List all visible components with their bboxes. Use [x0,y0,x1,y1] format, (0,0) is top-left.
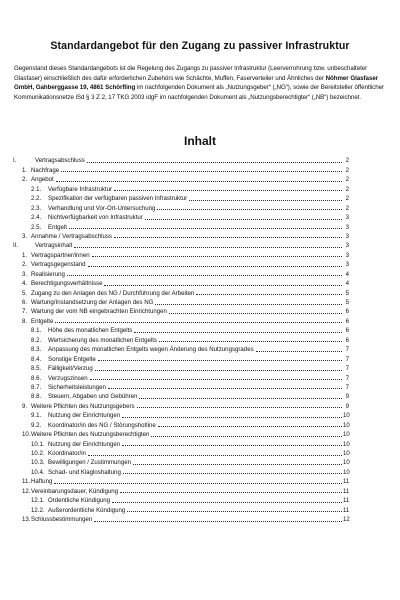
toc-title: Inhalt [184,134,216,148]
toc-leader-dots [61,171,342,172]
toc-leader-dots [69,228,342,229]
toc-entry-label: Nutzung der Einrichtungen [48,440,121,448]
toc-leader-dots [54,483,342,484]
toc-entry-page: 11 [343,506,350,514]
toc-entry-label: Wartung der vom NB eingebrachten Einrichtungen [31,308,167,316]
toc-entry-page: 2 [345,176,349,184]
toc-leader-dots [120,492,342,493]
toc-entry-number: 8.4. [31,355,42,363]
toc-entry-page: 7 [345,355,349,363]
toc-entry-page: 10 [343,468,350,476]
toc-entry-label: Entgelte [31,317,54,325]
toc-entry-number: 2.5. [31,223,42,231]
toc-entry-label: Angebot [31,176,54,184]
toc-entry-label: Höhe des monatlichen Entgelts [48,327,133,335]
toc-entry-page: 12 [343,516,350,524]
toc-entry-number: 8.6. [31,374,42,382]
toc-entry-page: 10 [343,431,350,439]
toc-entry[interactable] [13,466,349,475]
toc-entry-number: 2. [22,176,28,184]
toc-entry-label: Zugang zu den Anlagen des NG / Durchführung der Arbeiten [31,289,195,297]
toc-entry-label: Ordentliche Kündigung [48,497,110,505]
toc-entry[interactable] [13,363,349,372]
toc-entry-number: 9.1. [31,412,42,420]
toc-entry-page: 11 [343,487,350,495]
toc-entry[interactable] [13,268,349,277]
toc-entry-page: 3 [345,251,349,259]
toc-entry-number: 2. [22,261,28,269]
toc-entry-number: 8.5. [31,365,42,373]
toc-entry-number: I. [13,157,17,165]
toc-entry-number: 1. [22,251,28,259]
toc-entry-number: 12. [22,487,31,495]
toc-entry-page: 3 [345,214,349,222]
toc-leader-dots [90,379,342,380]
toc-leader-dots [92,256,342,257]
toc-leader-dots [123,473,342,474]
toc-entry-page: 6 [345,317,349,325]
toc-entry-number: 2.4. [31,214,42,222]
toc-entry[interactable] [13,202,349,211]
toc-entry[interactable] [13,382,349,391]
toc-entry-page: 7 [345,383,349,391]
toc-entry[interactable] [13,287,349,296]
toc-entry-label: Anpassung des monatlichen Entgelts wegen Änderung des Nutzungsgrades [48,346,254,354]
toc-entry-label: Weitere Pflichten des Nutzungsberechtigten [31,431,150,439]
intro-text-part1: Gegenstand dieses Standardangebots ist die Regelung des Zugangs zu passiver Infrastruktur (Leerverrohrung bzw. unbeschalteter Glasfaser) einschließlich des dafür erforderlichen Zubehörs wie Schächte, Muffen, Faserverteiler und Ähnliches der [14,65,368,82]
toc-entry[interactable] [13,249,349,258]
toc-entry[interactable] [13,344,349,353]
toc-entry-label: Weitere Pflichten des Nutzungsgebers [31,402,135,410]
toc-entry-page: 10 [343,421,350,429]
toc-entry[interactable] [13,155,349,164]
toc-entry-page: 11 [343,478,350,486]
toc-entry-number: 8.7. [31,383,42,391]
toc-leader-dots [108,388,342,389]
toc-entry[interactable] [13,315,349,324]
toc-entry[interactable] [13,429,349,438]
toc-leader-dots [196,294,342,295]
toc-leader-dots [56,181,342,182]
toc-leader-dots [122,417,342,418]
toc-entry-page: 10 [343,450,350,457]
toc-entry[interactable] [13,457,349,466]
toc-entry-page: 3 [345,242,349,250]
toc-leader-dots [145,219,342,220]
toc-entry-number: 11. [22,478,31,486]
toc-entry-label: Nachfrage [31,166,60,174]
toc-entry-page: 11 [343,497,350,505]
toc-entry-page: 3 [345,232,349,240]
toc-entry[interactable] [13,448,349,457]
toc-leader-dots [55,322,342,323]
toc-entry-number: 13. [22,516,31,524]
toc-entry-number: 2.1. [31,185,42,193]
toc-entry-number: 8.3. [31,346,42,354]
toc-entry-number: 8.8. [31,393,42,401]
toc-entry-label: Schad- und Klagloshaltung [48,468,121,476]
toc-entry-label: Koordinator/in [48,450,86,457]
toc-leader-dots [98,360,342,361]
toc-entry-number: 3. [22,232,28,240]
toc-entry-number: 6. [22,299,28,306]
toc-entry-page: 2 [345,185,349,193]
toc-entry-label: Verhandlung und Vor-Ort-Untersuchung [48,204,156,212]
toc-leader-dots [67,275,342,276]
toc-entry[interactable] [13,514,349,523]
toc-leader-dots [155,304,342,305]
toc-entry-number: 8. [22,317,28,325]
toc-entry-page: 10 [343,440,350,448]
toc-entry[interactable] [13,495,349,504]
toc-entry-page: 3 [345,261,349,269]
toc-entry-page: 7 [345,365,349,373]
toc-entry[interactable] [13,231,349,240]
toc-leader-dots [137,407,342,408]
toc-leader-dots [159,341,342,342]
toc-entry-number: 4. [22,280,28,288]
toc-entry[interactable] [13,278,349,287]
toc-entry-number: 1. [22,166,28,174]
toc-entry[interactable] [13,221,349,230]
toc-entry-page: 10 [343,459,350,467]
toc-entry[interactable] [13,174,349,183]
toc-leader-dots [104,285,342,286]
toc-entry-label: Bewilligungen / Zustimmungen [48,459,131,467]
toc-entry-number: 10.2. [31,450,45,457]
toc-entry[interactable] [13,325,349,334]
toc-entry[interactable] [13,504,349,513]
toc-leader-dots [88,266,342,267]
toc-entry-page: 6 [345,308,349,316]
toc-entry-label: Fälligkeit/Verzug [48,365,93,373]
toc-entry-number: II. [13,242,19,250]
toc-entry-page: 7 [345,346,349,354]
toc-entry-label: Koordinator/in des NG / Störungshotline [48,421,156,429]
toc-entry[interactable] [13,410,349,419]
toc-entry-label: Haftung [31,478,53,486]
toc-leader-dots [151,436,342,437]
toc-entry-label: Nutzung der Einrichtungen [48,412,121,420]
toc-entry-label: Vertragsinhalt [35,242,73,250]
toc-entry[interactable] [13,259,349,268]
toc-leader-dots [127,511,342,512]
toc-leader-dots [95,370,342,371]
toc-entry[interactable] [13,193,349,202]
toc-entry-label: Vertragsgegenstand [31,261,86,269]
toc-entry-page: 3 [345,223,349,231]
toc-entry-number: 10.1. [31,440,45,448]
toc-entry-label: Vereinbarungsdauer, Kündigung [31,487,119,495]
toc-entry-page: 10 [343,412,350,420]
toc-entry-page: 4 [345,280,349,288]
toc-entry-number: 8.2. [31,336,42,344]
toc-entry-page: 2 [345,166,349,174]
toc-entry-label: Sicherheitsleistungen [48,383,106,391]
toc-leader-dots [158,426,342,427]
toc-entry-label: Sonstige Entgelte [48,355,96,363]
toc-entry-page: 5 [345,299,349,306]
toc-entry-page: 6 [345,327,349,335]
toc-leader-dots [74,247,342,248]
toc-entry[interactable] [13,438,349,447]
toc-entry-number: 2.2. [31,195,42,203]
toc-entry[interactable] [13,240,349,249]
table-of-contents [13,155,349,523]
toc-entry-label: Steuern, Abgaben und Gebühren [48,393,138,401]
toc-entry[interactable] [13,476,349,485]
toc-entry[interactable] [13,334,349,343]
toc-leader-dots [114,237,342,238]
toc-entry-label: Berechtigungsverhältnisse [31,280,103,288]
toc-leader-dots [169,313,342,314]
toc-entry-number: 3. [22,270,28,278]
document-title: Standardangebot für den Zugang zu passiver Infrastruktur [50,40,350,52]
toc-entry-page: 2 [345,195,349,203]
toc-entry-number: 5. [22,289,28,297]
toc-entry-label: Wertsicherung des monatlichen Entgelts [48,336,157,344]
toc-leader-dots [157,209,342,210]
toc-entry[interactable] [13,353,349,362]
toc-entry-number: 8.1. [31,327,42,335]
toc-entry-label: Verzugszinsen [48,374,88,382]
toc-leader-dots [139,398,342,399]
toc-entry-number: 10. [22,431,31,439]
toc-entry-label: Wartung/Instandsetzung der Anlagen des NG [31,299,154,306]
toc-leader-dots [134,332,342,333]
toc-entry[interactable] [13,419,349,428]
toc-leader-dots [189,200,342,201]
toc-entry[interactable] [13,485,349,494]
toc-entry-page: 7 [345,374,349,382]
toc-leader-dots [114,190,342,191]
toc-entry-page: 5 [345,289,349,297]
toc-entry-label: Realisierung [31,270,65,278]
toc-leader-dots [87,162,342,163]
toc-entry-number: 12.1. [31,497,45,505]
toc-entry-number: 9. [22,402,28,410]
toc-entry[interactable] [13,297,349,306]
toc-entry-page: 6 [345,336,349,344]
intro-company: Nöhmer Glasfaser GmbH, Gahberggasse 19, 4861 Schörfling [14,74,379,92]
toc-entry-number: 7. [22,308,28,316]
toc-entry[interactable] [13,306,349,315]
toc-entry-number: 10.4. [31,468,45,476]
toc-entry-label: Schlussbestimmungen [31,516,93,524]
toc-entry-label: Verfügbare Infrastruktur [48,185,113,193]
toc-entry-label: Nichtverfügbarkeit von Infrastruktur [48,214,143,222]
toc-entry-label: Vertragsabschluss [35,157,85,165]
toc-leader-dots [94,521,342,522]
toc-entry-label: Vertragspartner/innen [31,251,90,259]
toc-entry-label: Spezifikation der verfügbaren passiven Infrastruktur [48,195,188,203]
toc-entry-page: 2 [345,204,349,212]
toc-entry-page: 2 [345,157,349,165]
toc-entry-number: 12.2. [31,506,45,514]
toc-leader-dots [112,502,342,503]
toc-leader-dots [88,455,342,456]
toc-leader-dots [133,464,342,465]
toc-entry-number: 2.3. [31,204,42,212]
toc-entry[interactable] [13,183,349,192]
toc-entry-label: Außerordentliche Kündigung [48,506,126,514]
toc-leader-dots [256,351,342,352]
toc-entry[interactable] [13,400,349,409]
toc-entry-number: 10.3. [31,459,45,467]
toc-entry-number: 9.2. [31,421,42,429]
toc-entry-label: Entgelt [48,223,67,231]
toc-entry[interactable] [13,212,349,221]
intro-paragraph [14,64,386,102]
toc-entry-page: 9 [345,402,349,410]
toc-entry-page: 4 [345,270,349,278]
intro-text-part2: im nachfolgenden Dokument als „Nutzungsgeber“ („NG“), sowie der Bereitsteller öffentlicher Kommunikationsnetze iSd § 3 Z 2, 17 TKG 2003 idgF im nachfolgenden Dokument als „Nutzungsberechtigter“ („NB“) bezeichnet. [14,84,385,101]
toc-entry[interactable] [13,391,349,400]
toc-entry-label: Annahme / Vertragsabschluss [31,232,112,240]
toc-leader-dots [122,445,342,446]
toc-entry-page: 9 [345,393,349,401]
toc-entry[interactable] [13,372,349,381]
toc-entry[interactable] [13,164,349,173]
